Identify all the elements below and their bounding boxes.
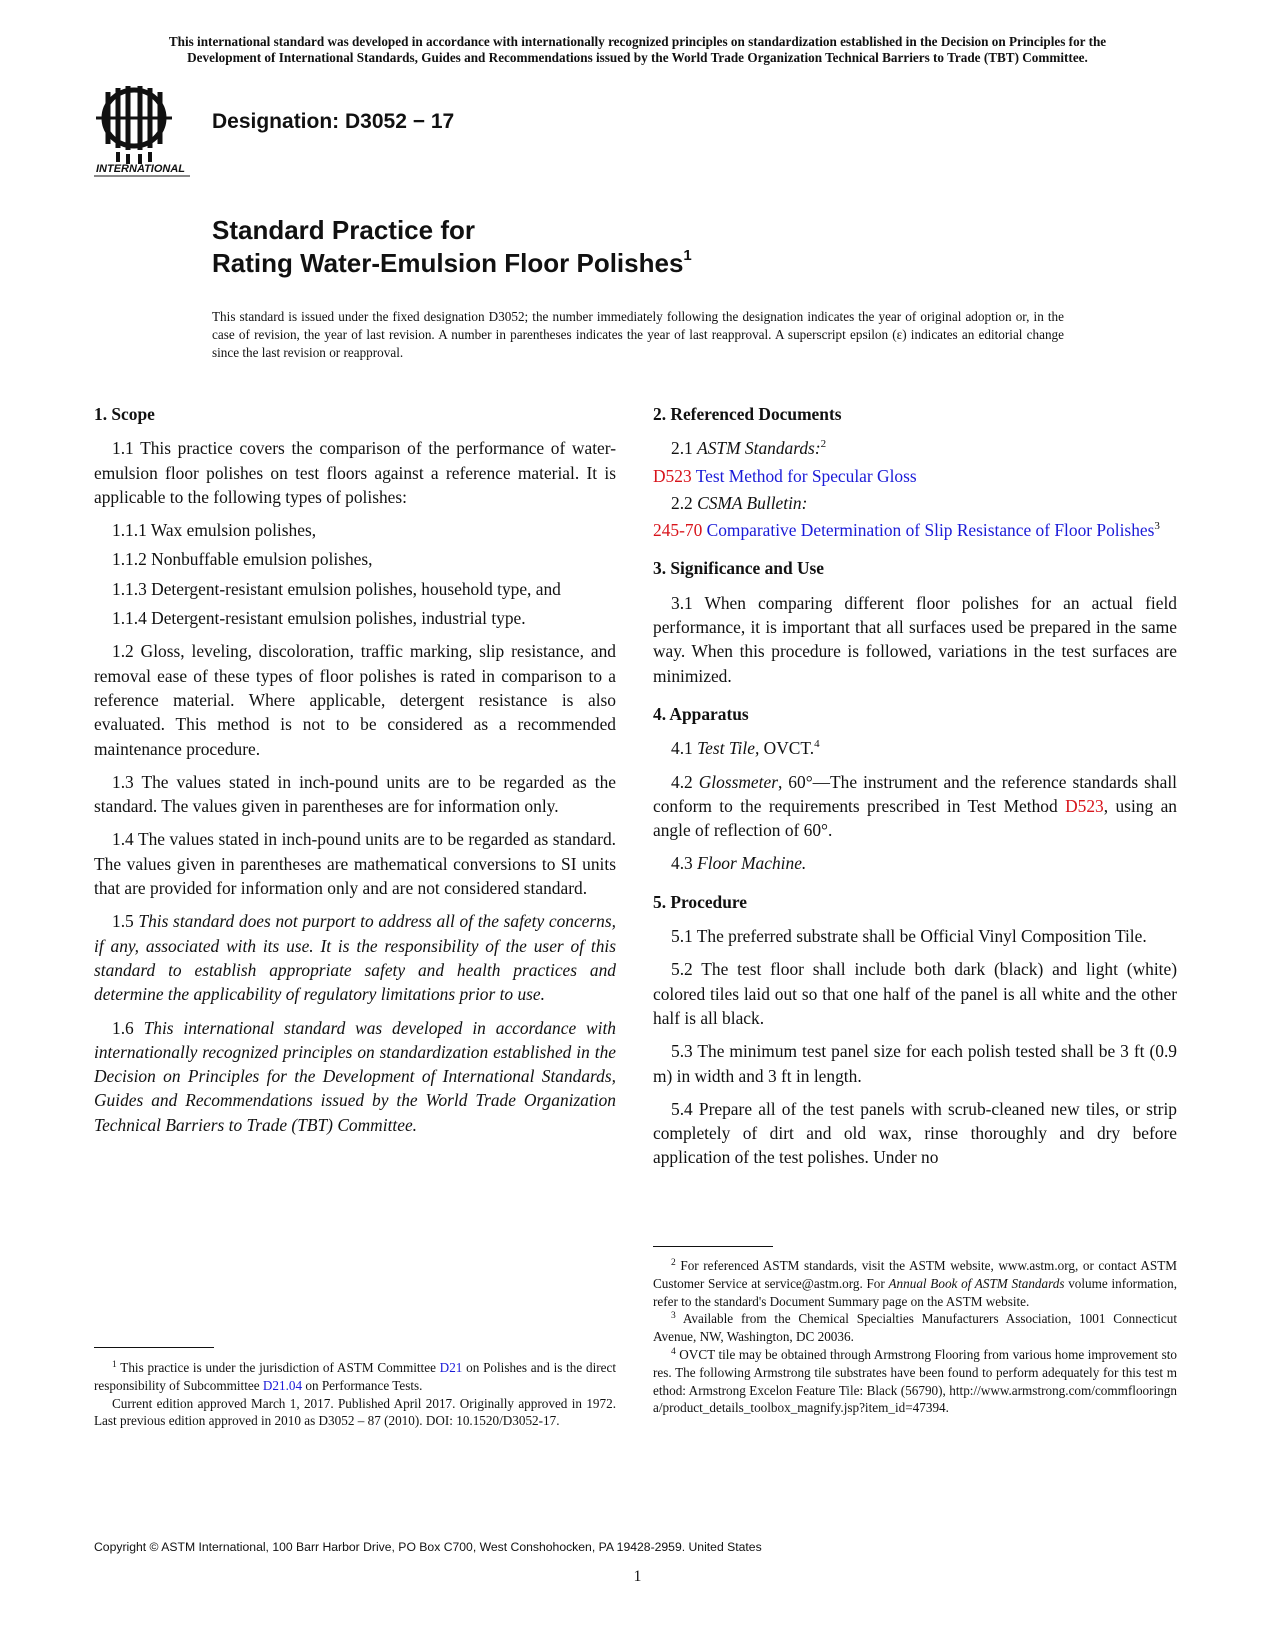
footnote-2-text-a: For referenced ASTM standards, visit the ASTM website, www.astm.org, or contact ASTM Customer Service at service@astm.org. For	[653, 1258, 1178, 1291]
footnote-1	[94, 1359, 616, 1395]
apparatus-4-1	[653, 736, 1177, 760]
ref-d523-code[interactable]: D523	[653, 465, 692, 486]
scope-1-5-text: This standard does not purport to address all of the safety concerns, if any, associated with its use. It is the responsibility of the user of this standard to establish appropriate safety and health practices and determine the applicability of regulatory limitations prior to use.	[94, 911, 616, 1005]
right-column	[653, 402, 1177, 1179]
footnote-1-text-a: This practice is under the jurisdiction of ASTM Committee	[120, 1360, 436, 1375]
footnote-4-sup: 4	[671, 1346, 676, 1357]
scope-1-6	[94, 1016, 616, 1137]
astm-logo	[88, 82, 198, 178]
footnote-1-link-d21[interactable]: D21	[439, 1360, 463, 1375]
scope-1-1-4: 1.1.4 Detergent-resistant emulsion polishes, industrial type.	[112, 608, 526, 629]
refs-2-1-sup[interactable]: 2	[820, 438, 827, 451]
refs-2-1-text: ASTM Standards:	[697, 438, 821, 459]
procedure-5-4: 5.4 Prepare all of the test panels with scrub-cleaned new tiles, or strip completely of dirt and old wax, rinse thoroughly and dry before application of the test polishes. Under no	[653, 1098, 1177, 1168]
tbt-notice-line1: This international standard was developed in accordance with internationally recognized principles on standardization established in the Decision on Principles for the	[168, 34, 1107, 49]
scope-1-1-3: 1.1.3 Detergent-resistant emulsion polishes, household type, and	[112, 578, 561, 599]
footnote-1-text-c: on Performance Tests.	[305, 1377, 423, 1393]
footnote-3-sup: 3	[671, 1311, 676, 1322]
apparatus-4-1-sup[interactable]: 4	[814, 738, 820, 751]
scope-1-3: 1.3 The values stated in inch-pound units are to be regarded as the standard. The values given in parentheses are for information only.	[94, 771, 616, 817]
apparatus-4-3-num: 4.3	[671, 853, 693, 874]
footnote-2	[653, 1257, 1177, 1310]
apparatus-4-3-italic: Floor Machine.	[697, 853, 807, 874]
scope-1-4: 1.4 The values stated in inch-pound units are to be regarded as standard. The values given in parentheses are mathematical conversions to SI units that are provided for information only and are not considered standard.	[94, 829, 616, 899]
footnote-4-text: OVCT tile may be obtained through Armstrong Flooring from various home improvement stores. The following Armstrong tile substrates have been found to perform adequately for this test method: Armstrong Excelon Feature Tile: Black (56790), http://www.armstrong.com/commflooringna/product_details_toolbox_magnify.jsp?item_id=47394.	[653, 1346, 1177, 1416]
title-line1: Standard Practice for	[212, 215, 475, 245]
apparatus-heading: 4. Apparatus	[653, 703, 749, 724]
apparatus-4-2-link[interactable]: D523	[1065, 795, 1104, 816]
scope-1-5-num: 1.5	[112, 911, 134, 932]
procedure-5-2: 5.2 The test floor shall include both dark (black) and light (white) colored tiles laid out so that one half of the panel is all white and the other half is all black.	[653, 959, 1177, 1028]
scope-1-1: 1.1 This practice covers the comparison of the performance of water-emulsion floor polishes on test floors against a reference material. It is applicable to the following types of polishes:	[94, 438, 616, 507]
designation: Designation: D3052 − 17	[212, 110, 455, 133]
procedure-5-1: 5.1 The preferred substrate shall be Official Vinyl Composition Tile.	[671, 926, 1147, 947]
apparatus-4-2-italic: Glossmeter	[698, 771, 778, 792]
footnote-rule-left	[94, 1347, 214, 1348]
ref-245-70-title[interactable]: Comparative Determination of Slip Resistance of Floor Polishes	[706, 520, 1155, 541]
apparatus-4-1-num: 4.1	[671, 738, 693, 759]
astm-logo-icon	[88, 82, 198, 178]
title-line2: Rating Water-Emulsion Floor Polishes	[212, 248, 684, 278]
refs-2-1-num: 2.1	[671, 438, 693, 459]
ref-d523-title[interactable]: Test Method for Specular Gloss	[695, 465, 917, 486]
significance-3-1: 3.1 When comparing different floor polishes for an actual field performance, it is important that all surfaces used be prepared in the same way. When this procedure is followed, variations in the test surfaces are minimized.	[653, 592, 1177, 686]
logo-word: INTERNATIONAL	[96, 163, 186, 175]
refs-heading: 2. Referenced Documents	[653, 404, 842, 424]
refs-2-2	[653, 491, 1177, 515]
footnotes-right	[653, 1257, 1177, 1417]
footnote-1-text-b: on Polishes and is the direct responsibility of Subcommittee	[94, 1360, 616, 1393]
footnote-1-link-d21-04[interactable]: D21.04	[262, 1377, 303, 1393]
footnote-4	[653, 1346, 1177, 1417]
page-number: 1	[633, 1568, 642, 1585]
copyright: Copyright © ASTM International, 100 Barr Harbor Drive, PO Box C700, West Conshohocken, PA 19428-2959. United States	[94, 1540, 762, 1554]
title-footnote-ref[interactable]: 1	[683, 247, 692, 264]
tbt-notice-line2: Development of International Standards, Guides and Recommendations issued by the World Trade Organization Technical Barriers to Trade (TBT) Committee.	[187, 50, 1088, 65]
apparatus-4-2-num: 4.2	[671, 771, 693, 792]
left-column	[94, 402, 616, 1146]
footnote-3	[653, 1310, 1177, 1346]
ref-d523	[653, 464, 1177, 488]
scope-heading: 1. Scope	[94, 404, 155, 424]
scope-1-1-1: 1.1.1 Wax emulsion polishes,	[112, 520, 317, 541]
footnote-1-sup: 1	[112, 1360, 117, 1370]
footnote-1-edition: Current edition approved March 1, 2017. Published April 2017. Originally approved in 1972. Last previous edition approved in 2010 as D3052 – 87 (2010). DOI: 10.1520/D3052-17.	[94, 1395, 616, 1429]
apparatus-4-2	[653, 770, 1177, 843]
apparatus-4-1-italic: Test Tile,	[697, 738, 760, 759]
footnote-2-sup: 2	[671, 1258, 676, 1268]
scope-1-5	[94, 909, 616, 1006]
apparatus-4-1-rest: OVCT.	[763, 738, 815, 759]
footnote-3-text: Available from the Chemical Specialties Manufacturers Association, 1001 Connecticut Avenue, NW, Washington, DC 20036.	[653, 1311, 1177, 1345]
footnote-2-italic: Annual Book of ASTM Standards	[888, 1275, 1065, 1291]
scope-1-6-num: 1.6	[112, 1017, 134, 1038]
refs-2-2-text: CSMA Bulletin:	[697, 492, 808, 513]
scope-1-6-text: This international standard was developed in accordance with internationally recognized principles on standardization established in the Decision on Principles for the Development of International Standards, Guides and Recommendations issued by the World Trade Organization Technical Barriers to Trade (TBT) Committee.	[94, 1017, 616, 1135]
ref-245-70	[653, 518, 1177, 542]
ref-245-70-sup[interactable]: 3	[1154, 520, 1160, 533]
scope-1-2: 1.2 Gloss, leveling, discoloration, traffic marking, slip resistance, and removal ease of these types of floor polishes is rated in comparison to a reference material. Where applicable, detergent resistance is also evaluated. This method is not to be considered as a recommended maintenance procedure.	[94, 641, 616, 759]
refs-2-2-num: 2.2	[671, 492, 693, 513]
page-title	[212, 214, 692, 280]
issued-note: This standard is issued under the fixed designation D3052; the number immediately following the designation indicates the year of original adoption or, in the case of revision, the year of last revision. A number in parentheses indicates the year of last reapproval. A superscript epsilon (ε) indicates an editorial change since the last revision or reapproval.	[212, 309, 1064, 360]
footnote-rule-right	[653, 1246, 773, 1247]
refs-2-1	[653, 436, 1177, 460]
procedure-5-3: 5.3 The minimum test panel size for each polish tested shall be 3 ft (0.9 m) in width and 3 ft in length.	[653, 1041, 1177, 1086]
apparatus-4-2-text-b: , using an angle of reflection of 60°.	[653, 795, 1177, 841]
ref-245-70-code[interactable]: 245-70	[653, 520, 703, 541]
footnote-2-text-b: volume information, refer to the standard's Document Summary page on the ASTM website.	[653, 1275, 1178, 1309]
significance-heading: 3. Significance and Use	[653, 558, 825, 579]
scope-1-1-2: 1.1.2 Nonbuffable emulsion polishes,	[112, 549, 373, 570]
tbt-notice	[80, 34, 1195, 66]
procedure-heading: 5. Procedure	[653, 891, 748, 912]
apparatus-4-3	[653, 851, 1177, 875]
apparatus-4-2-text-a: , 60°—The instrument and the reference standards shall conform to the requirements prescribed in Test Method	[653, 771, 1177, 816]
footnotes-left	[94, 1359, 616, 1430]
